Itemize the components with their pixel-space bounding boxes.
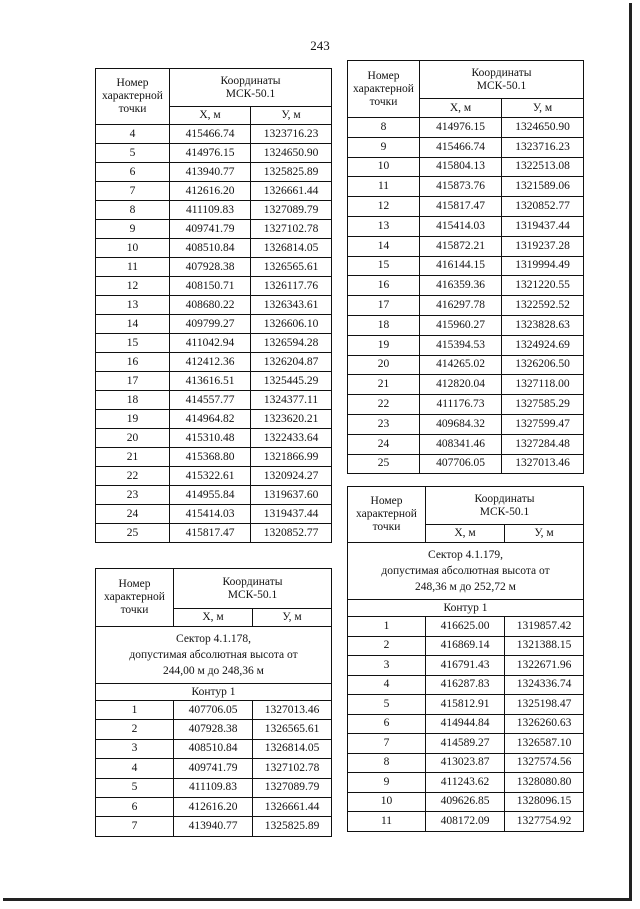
table-row xyxy=(96,182,332,201)
table-row xyxy=(348,157,584,177)
x-coordinate-cell: 409741.79 xyxy=(170,220,251,239)
x-header: Х, м xyxy=(420,99,502,118)
x-coordinate-cell: 416297.78 xyxy=(420,296,502,316)
x-coordinate-cell: 415368.80 xyxy=(170,448,251,467)
y-coordinate-cell: 1325198.47 xyxy=(505,695,584,715)
x-coordinate-cell: 407928.38 xyxy=(170,258,251,277)
point-number-cell: 11 xyxy=(348,177,420,197)
y-coordinate-cell: 1321388.15 xyxy=(505,636,584,656)
y-coordinate-cell: 1320852.77 xyxy=(502,197,584,217)
table-row xyxy=(96,524,332,543)
x-coordinate-cell: 414557.77 xyxy=(170,391,251,410)
table-row xyxy=(348,137,584,157)
y-coordinate-cell: 1327284.48 xyxy=(502,434,584,454)
y-coordinate-cell: 1326661.44 xyxy=(251,182,332,201)
table-row xyxy=(96,391,332,410)
y-coordinate-cell: 1326565.61 xyxy=(253,720,332,739)
x-coordinate-cell: 415466.74 xyxy=(170,125,251,144)
table-row xyxy=(96,353,332,372)
x-coordinate-cell: 407706.05 xyxy=(420,454,502,474)
y-coordinate-cell: 1326206.50 xyxy=(502,355,584,375)
table-row xyxy=(348,315,584,335)
y-header: У, м xyxy=(251,107,332,125)
table-row xyxy=(348,375,584,395)
table-row xyxy=(96,220,332,239)
point-number-cell: 18 xyxy=(96,391,170,410)
point-number-cell: 17 xyxy=(96,372,170,391)
y-coordinate-cell: 1322513.08 xyxy=(502,157,584,177)
x-coordinate-cell: 415804.13 xyxy=(420,157,502,177)
y-coordinate-cell: 1326814.05 xyxy=(253,739,332,758)
x-coordinate-cell: 413940.77 xyxy=(174,817,253,836)
point-number-cell: 19 xyxy=(96,410,170,429)
table-row xyxy=(96,410,332,429)
y-coordinate-cell: 1323716.23 xyxy=(251,125,332,144)
table-row xyxy=(348,276,584,296)
y-coordinate-cell: 1326565.61 xyxy=(251,258,332,277)
x-coordinate-cell: 414944.84 xyxy=(426,714,505,734)
y-coordinate-cell: 1323716.23 xyxy=(502,137,584,157)
x-coordinate-cell: 413023.87 xyxy=(426,753,505,773)
x-coordinate-cell: 409799.27 xyxy=(170,315,251,334)
contour-label: Контур 1 xyxy=(348,600,584,617)
point-number-cell: 11 xyxy=(348,812,426,832)
contour-label: Контур 1 xyxy=(96,684,332,701)
point-number-cell: 15 xyxy=(96,334,170,353)
table-row xyxy=(348,695,584,715)
point-number-cell: 12 xyxy=(96,277,170,296)
point-number-cell: 7 xyxy=(96,182,170,201)
y-coordinate-cell: 1327585.29 xyxy=(502,395,584,415)
point-number-cell: 24 xyxy=(348,434,420,454)
table-row xyxy=(348,197,584,217)
y-coordinate-cell: 1327089.79 xyxy=(251,201,332,220)
y-coordinate-cell: 1324377.11 xyxy=(251,391,332,410)
table-row xyxy=(348,395,584,415)
table-row xyxy=(348,675,584,695)
x-coordinate-cell: 414955.84 xyxy=(170,486,251,505)
point-number-cell: 19 xyxy=(348,335,420,355)
x-coordinate-cell: 415817.47 xyxy=(170,524,251,543)
point-number-cell: 4 xyxy=(348,675,426,695)
x-coordinate-cell: 408341.46 xyxy=(420,434,502,454)
table-row xyxy=(96,125,332,144)
x-coordinate-cell: 415466.74 xyxy=(420,137,502,157)
point-number-cell: 2 xyxy=(348,636,426,656)
table-row xyxy=(96,505,332,524)
x-coordinate-cell: 407928.38 xyxy=(174,720,253,739)
coordinates-table-right-top xyxy=(347,60,584,474)
sector-caption: Сектор 4.1.178, допустимая абсолютная высота от 244,00 м до 248,36 м xyxy=(96,627,332,684)
table-row xyxy=(96,429,332,448)
table-row xyxy=(348,734,584,754)
table-row xyxy=(348,812,584,832)
table-row xyxy=(96,315,332,334)
point-number-cell: 13 xyxy=(96,296,170,315)
table-row xyxy=(348,636,584,656)
y-coordinate-cell: 1327574.56 xyxy=(505,753,584,773)
x-coordinate-cell: 416287.83 xyxy=(426,675,505,695)
y-coordinate-cell: 1327013.46 xyxy=(502,454,584,474)
y-coordinate-cell: 1325445.29 xyxy=(251,372,332,391)
x-coordinate-cell: 415873.76 xyxy=(420,177,502,197)
x-coordinate-cell: 411176.73 xyxy=(420,395,502,415)
x-coordinate-cell: 416869.14 xyxy=(426,636,505,656)
table-row xyxy=(96,486,332,505)
page-number: 243 xyxy=(310,38,330,53)
x-coordinate-cell: 414964.82 xyxy=(170,410,251,429)
x-coordinate-cell: 415394.53 xyxy=(420,335,502,355)
point-number-cell: 8 xyxy=(348,118,420,138)
x-coordinate-cell: 412616.20 xyxy=(170,182,251,201)
x-coordinate-cell: 413940.77 xyxy=(170,163,251,182)
table-row xyxy=(96,201,332,220)
table-row xyxy=(96,817,332,836)
table-row xyxy=(348,335,584,355)
point-number-cell: 21 xyxy=(348,375,420,395)
x-coordinate-cell: 408510.84 xyxy=(170,239,251,258)
x-coordinate-cell: 408150.71 xyxy=(170,277,251,296)
point-number-cell: 25 xyxy=(348,454,420,474)
x-coordinate-cell: 415960.27 xyxy=(420,315,502,335)
point-number-cell: 5 xyxy=(348,695,426,715)
point-number-cell: 9 xyxy=(96,220,170,239)
table-row xyxy=(348,296,584,316)
point-number-cell: 6 xyxy=(96,163,170,182)
table-row xyxy=(348,177,584,197)
point-number-cell: 14 xyxy=(348,236,420,256)
y-coordinate-cell: 1319637.60 xyxy=(251,486,332,505)
point-number-cell: 23 xyxy=(96,486,170,505)
y-coordinate-cell: 1324924.69 xyxy=(502,335,584,355)
y-coordinate-cell: 1321589.06 xyxy=(502,177,584,197)
point-number-cell: 10 xyxy=(348,157,420,177)
y-coordinate-cell: 1326594.28 xyxy=(251,334,332,353)
x-coordinate-cell: 415414.03 xyxy=(170,505,251,524)
coordinates-table-right-bottom xyxy=(347,486,584,832)
x-coordinate-cell: 416144.15 xyxy=(420,256,502,276)
y-coordinate-cell: 1326117.76 xyxy=(251,277,332,296)
point-number-cell: 10 xyxy=(96,239,170,258)
x-coordinate-cell: 415812.91 xyxy=(426,695,505,715)
x-coordinate-cell: 414976.15 xyxy=(420,118,502,138)
table-row xyxy=(96,277,332,296)
y-coordinate-cell: 1324650.90 xyxy=(502,118,584,138)
x-coordinate-cell: 415322.61 xyxy=(170,467,251,486)
table-row xyxy=(96,334,332,353)
table-row xyxy=(348,118,584,138)
table-row xyxy=(348,236,584,256)
x-coordinate-cell: 411243.62 xyxy=(426,773,505,793)
y-coordinate-cell: 1319994.49 xyxy=(502,256,584,276)
table-row xyxy=(348,454,584,474)
point-number-cell: 9 xyxy=(348,773,426,793)
table-row xyxy=(348,656,584,676)
point-number-cell: 22 xyxy=(348,395,420,415)
table-row xyxy=(96,739,332,758)
point-number-cell: 7 xyxy=(348,734,426,754)
point-number-cell: 8 xyxy=(348,753,426,773)
y-coordinate-cell: 1319437.44 xyxy=(251,505,332,524)
x-coordinate-cell: 415414.03 xyxy=(420,216,502,236)
point-number-cell: 21 xyxy=(96,448,170,467)
y-coordinate-cell: 1324336.74 xyxy=(505,675,584,695)
y-coordinate-cell: 1319237.28 xyxy=(502,236,584,256)
table-row xyxy=(96,258,332,277)
y-coordinate-cell: 1326204.87 xyxy=(251,353,332,372)
table-row xyxy=(348,256,584,276)
y-coordinate-cell: 1320852.77 xyxy=(251,524,332,543)
x-coordinate-cell: 415872.21 xyxy=(420,236,502,256)
x-coordinate-cell: 409741.79 xyxy=(174,759,253,778)
table-row xyxy=(348,216,584,236)
y-coordinate-cell: 1327118.00 xyxy=(502,375,584,395)
table-row xyxy=(96,163,332,182)
y-header: У, м xyxy=(253,609,332,627)
point-number-cell: 20 xyxy=(96,429,170,448)
table-row xyxy=(96,720,332,739)
point-number-header: Номер характерной точки xyxy=(348,61,420,118)
y-coordinate-cell: 1326587.10 xyxy=(505,734,584,754)
table-row xyxy=(348,355,584,375)
x-coordinate-cell: 416359.36 xyxy=(420,276,502,296)
point-number-cell: 15 xyxy=(348,256,420,276)
y-coordinate-cell: 1328096.15 xyxy=(505,792,584,812)
point-number-cell: 6 xyxy=(348,714,426,734)
table-row xyxy=(348,773,584,793)
table-row xyxy=(96,144,332,163)
x-coordinate-cell: 412820.04 xyxy=(420,375,502,395)
x-coordinate-cell: 407706.05 xyxy=(174,701,253,720)
point-number-cell: 5 xyxy=(96,144,170,163)
point-number-cell: 20 xyxy=(348,355,420,375)
y-coordinate-cell: 1326260.63 xyxy=(505,714,584,734)
x-coordinate-cell: 411109.83 xyxy=(170,201,251,220)
coordinates-table-left-bottom xyxy=(95,568,332,837)
point-number-header: Номер характерной точки xyxy=(96,69,170,125)
table-row xyxy=(96,467,332,486)
point-number-cell: 2 xyxy=(96,720,174,739)
table-row xyxy=(348,414,584,434)
table-row xyxy=(96,701,332,720)
y-coordinate-cell: 1327102.78 xyxy=(251,220,332,239)
point-number-cell: 10 xyxy=(348,792,426,812)
table-row xyxy=(96,296,332,315)
point-number-cell: 6 xyxy=(96,797,174,816)
coordinates-table-left-top xyxy=(95,68,332,543)
y-coordinate-cell: 1327102.78 xyxy=(253,759,332,778)
table-row xyxy=(96,372,332,391)
point-number-cell: 1 xyxy=(96,701,174,720)
point-number-header: Номер характерной точки xyxy=(348,487,426,543)
y-coordinate-cell: 1319857.42 xyxy=(505,617,584,637)
x-coordinate-cell: 416791.43 xyxy=(426,656,505,676)
coordinates-header: Координаты МСК-50.1 xyxy=(170,69,332,107)
point-number-cell: 3 xyxy=(96,739,174,758)
table-row xyxy=(96,448,332,467)
table-row xyxy=(96,759,332,778)
x-header: Х, м xyxy=(174,609,253,627)
x-coordinate-cell: 408680.22 xyxy=(170,296,251,315)
point-number-cell: 11 xyxy=(96,258,170,277)
point-number-cell: 4 xyxy=(96,125,170,144)
y-coordinate-cell: 1322592.52 xyxy=(502,296,584,316)
coordinates-header: Координаты МСК-50.1 xyxy=(420,61,584,99)
x-coordinate-cell: 415817.47 xyxy=(420,197,502,217)
point-number-cell: 18 xyxy=(348,315,420,335)
point-number-cell: 7 xyxy=(96,817,174,836)
y-coordinate-cell: 1325825.89 xyxy=(253,817,332,836)
y-header: У, м xyxy=(505,525,584,543)
point-number-cell: 22 xyxy=(96,467,170,486)
x-coordinate-cell: 416625.00 xyxy=(426,617,505,637)
point-number-cell: 4 xyxy=(96,759,174,778)
x-coordinate-cell: 408510.84 xyxy=(174,739,253,758)
x-coordinate-cell: 415310.48 xyxy=(170,429,251,448)
x-coordinate-cell: 409684.32 xyxy=(420,414,502,434)
point-number-header: Номер характерной точки xyxy=(96,569,174,627)
y-coordinate-cell: 1326343.61 xyxy=(251,296,332,315)
table-row xyxy=(96,239,332,258)
x-header: Х, м xyxy=(170,107,251,125)
point-number-cell: 5 xyxy=(96,778,174,797)
y-coordinate-cell: 1323828.63 xyxy=(502,315,584,335)
y-coordinate-cell: 1327089.79 xyxy=(253,778,332,797)
table-row xyxy=(96,797,332,816)
coordinates-header: Координаты МСК-50.1 xyxy=(174,569,332,609)
x-coordinate-cell: 408172.09 xyxy=(426,812,505,832)
x-coordinate-cell: 409626.85 xyxy=(426,792,505,812)
table-row xyxy=(348,753,584,773)
x-coordinate-cell: 413616.51 xyxy=(170,372,251,391)
y-coordinate-cell: 1325825.89 xyxy=(251,163,332,182)
y-coordinate-cell: 1326661.44 xyxy=(253,797,332,816)
x-coordinate-cell: 411042.94 xyxy=(170,334,251,353)
x-coordinate-cell: 412412.36 xyxy=(170,353,251,372)
x-coordinate-cell: 414265.02 xyxy=(420,355,502,375)
y-coordinate-cell: 1323620.21 xyxy=(251,410,332,429)
y-coordinate-cell: 1328080.80 xyxy=(505,773,584,793)
table-row xyxy=(96,778,332,797)
point-number-cell: 23 xyxy=(348,414,420,434)
point-number-cell: 14 xyxy=(96,315,170,334)
x-coordinate-cell: 414589.27 xyxy=(426,734,505,754)
x-coordinate-cell: 414976.15 xyxy=(170,144,251,163)
y-coordinate-cell: 1320924.27 xyxy=(251,467,332,486)
x-coordinate-cell: 411109.83 xyxy=(174,778,253,797)
y-coordinate-cell: 1327754.92 xyxy=(505,812,584,832)
y-coordinate-cell: 1327013.46 xyxy=(253,701,332,720)
coordinates-header: Координаты МСК-50.1 xyxy=(426,487,584,525)
y-coordinate-cell: 1326606.10 xyxy=(251,315,332,334)
x-header: Х, м xyxy=(426,525,505,543)
y-coordinate-cell: 1322671.96 xyxy=(505,656,584,676)
y-coordinate-cell: 1324650.90 xyxy=(251,144,332,163)
table-row xyxy=(348,434,584,454)
y-coordinate-cell: 1326814.05 xyxy=(251,239,332,258)
point-number-cell: 1 xyxy=(348,617,426,637)
y-coordinate-cell: 1322433.64 xyxy=(251,429,332,448)
y-coordinate-cell: 1321866.99 xyxy=(251,448,332,467)
y-coordinate-cell: 1321220.55 xyxy=(502,276,584,296)
point-number-cell: 13 xyxy=(348,216,420,236)
point-number-cell: 17 xyxy=(348,296,420,316)
x-coordinate-cell: 412616.20 xyxy=(174,797,253,816)
point-number-cell: 25 xyxy=(96,524,170,543)
y-header: У, м xyxy=(502,99,584,118)
table-row xyxy=(348,617,584,637)
y-coordinate-cell: 1319437.44 xyxy=(502,216,584,236)
table-row xyxy=(348,792,584,812)
point-number-cell: 24 xyxy=(96,505,170,524)
point-number-cell: 3 xyxy=(348,656,426,676)
point-number-cell: 12 xyxy=(348,197,420,217)
point-number-cell: 9 xyxy=(348,137,420,157)
point-number-cell: 8 xyxy=(96,201,170,220)
point-number-cell: 16 xyxy=(96,353,170,372)
y-coordinate-cell: 1327599.47 xyxy=(502,414,584,434)
sector-caption: Сектор 4.1.179, допустимая абсолютная высота от 248,36 м до 252,72 м xyxy=(348,543,584,600)
table-row xyxy=(348,714,584,734)
point-number-cell: 16 xyxy=(348,276,420,296)
